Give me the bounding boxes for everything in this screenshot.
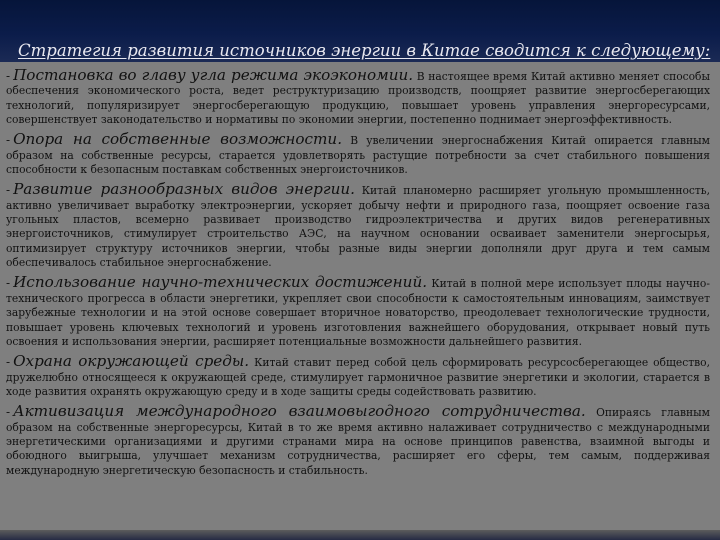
slide-title: Стратегия развития источников энергии в Китае сводится к следующему: xyxy=(18,41,711,60)
item-heading: Охрана окружающей среды. xyxy=(13,352,250,371)
item-text: В увеличении энергоснабжения Китай опирается главным образом на собственные ресурсы, старается удовлетворять растущие потребности за счет стабильного повышения способности к безопасным поставкам собственных энергоисточников. xyxy=(6,134,710,177)
strategy-item-environment xyxy=(6,354,710,399)
strategy-item-diverse-energy xyxy=(6,182,710,270)
item-heading: Постановка во главу угла режима экоэкономии. xyxy=(13,66,414,84)
item-heading: Активизация международного взаимовыгодного сотрудничества. xyxy=(13,402,586,421)
item-heading: Использование научно-технических достижений. xyxy=(13,273,428,292)
bullet-marker: - xyxy=(6,69,11,83)
item-text: В настоящее время Китай активно меняет способы обеспечения экономического роста, ведет реструктуризацию производств, поощряет развитие энергосберегающих технологий, популяризирует энергосберегающую продукцию, повышает уровень управления энергоресурсами, совершенствует законодательство и нормативы по экономии энергии, постепенно поднимает энергоэффективность. xyxy=(6,70,710,127)
strategy-item-international xyxy=(6,404,710,478)
strategy-item-ecoeconomy xyxy=(6,68,710,127)
slide-content xyxy=(6,68,710,483)
bullet-marker: - xyxy=(6,355,11,370)
bottom-band xyxy=(0,530,720,540)
item-text: Китай планомерно расширяет угольную промышленность, активно увеличивает выработку электроэнергии, ускоряет добычу нефти и природного газа, поощряет освоение газа угольных пластов, всемерно развивает производство гидроэлектричества и других видов регенеративных энергоисточников, стимулирует строительство АЭС, на научном основании осваивает заменители энергосырья, оптимизирует структуру источников энергии, чтобы разные виды энергии дополняли друг друга и тем самым обеспечивалось стабильное энергоснабжение. xyxy=(6,184,710,270)
bullet-marker: - xyxy=(6,133,11,148)
bullet-marker: - xyxy=(6,183,11,198)
strategy-item-science-tech xyxy=(6,275,710,349)
item-heading: Развитие разнообразных видов энергии. xyxy=(13,180,355,199)
item-text: Китай ставит перед собой цель сформировать ресурсосберегающее общество, дружелюбно относящееся к окружающей среде, стимулирует гармоничное развитие энергетики и экологии, старается в ходе развития охранять окружающую среду и в ходе защиты среды содействовать развитию. xyxy=(6,356,710,398)
item-heading: Опора на собственные возможности. xyxy=(13,130,343,149)
item-text: Опираясь главным образом на собственные энергоресурсы, Китай в то же время активно налаживает сотрудничество с международными энергетическими организациями и другими странами мира на основе принципов равенства, взаимной выгоды и обоюдного выигрыша, улучшает механизм сотрудничества, расширяет его сферы, тем самым, поддерживая международную энергетическую безопасность и стабильность. xyxy=(6,406,710,477)
strategy-item-self-reliance xyxy=(6,132,710,177)
item-text: Китай в полной мере использует плоды научно-технического прогресса в области энергетики, укрепляет свои способности к самостоятельным инновациям, заимствует зарубежные технологии и на этой основе совершает вторичное новаторство, преодолевает технологические трудности, повышает уровень ключевых технологий и уровень изготовления важнейшего оборудования, открывает новый путь освоения и использования энергии, расширяет потенциальные возможности дальнейшего развития. xyxy=(6,277,710,348)
bullet-marker: - xyxy=(6,276,11,291)
bullet-marker: - xyxy=(6,405,11,420)
